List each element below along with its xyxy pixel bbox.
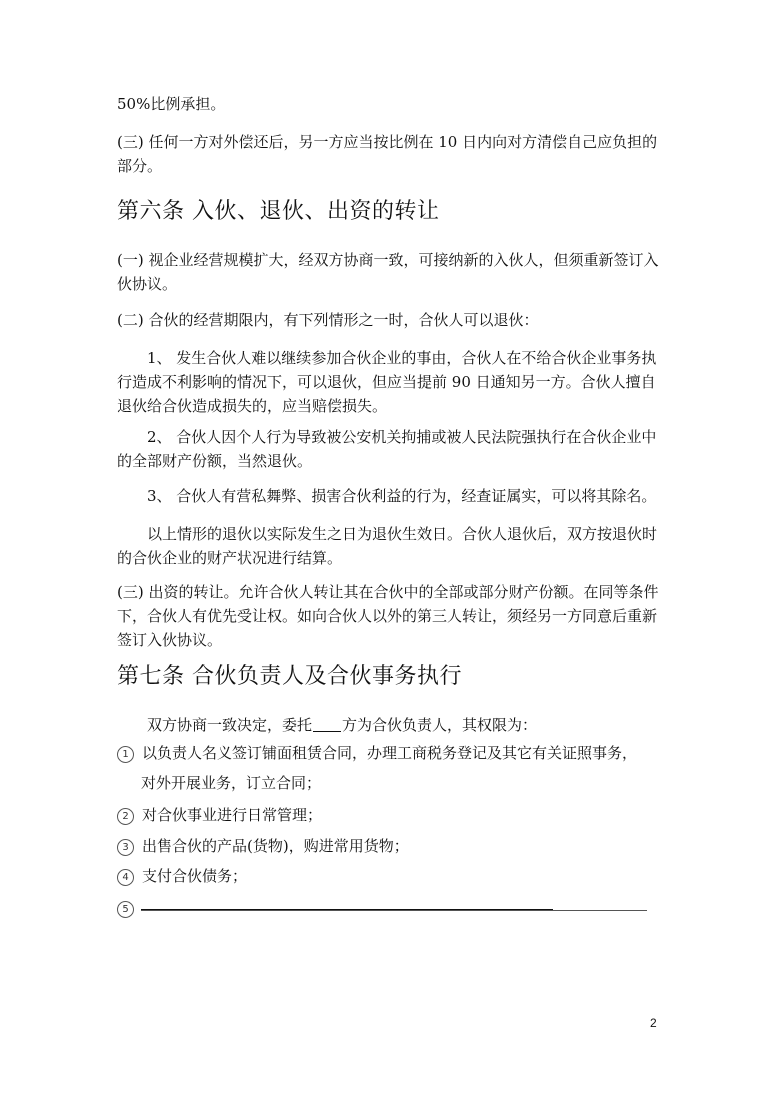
blank-fill-line	[141, 910, 647, 911]
paragraph-delegation	[147, 713, 662, 737]
paragraph-withdraw-conditions: (二) 合伙的经营期限内，有下列情形之一时，合伙人可以退伙：	[117, 311, 539, 329]
paragraph-settlement: 以上情形的退伙以实际发生之日为退伙生效日。合伙人退伙后，双方按退伙时的合伙企业的财产状况进行结算。	[117, 525, 658, 567]
blank-fill-line-bold	[141, 909, 553, 910]
list-text-4: 支付合伙债务；	[142, 867, 248, 885]
delegation-blank	[313, 717, 341, 732]
list-text-1b: 对外开展业务，订立合同；	[141, 774, 322, 792]
list-text-1: 以负责人名义签订铺面租赁合同，办理工商税务登记及其它有关证照事务，	[142, 744, 638, 762]
article-7-heading: 第七条 合伙负责人及合伙事务执行	[117, 664, 462, 689]
paragraph-new-partner: (一) 视企业经营规模扩大，经双方协商一致，可接纳新的入伙人，但须重新签订入伙协议。	[117, 251, 659, 293]
list-number-3: 3	[117, 839, 134, 856]
paragraph-condition-2: 2、 合伙人因个人行为导致被公安机关拘捕或被人民法院强执行在合伙企业中的全部财产份额，当然退伙。	[117, 428, 657, 470]
list-number-2: 2	[117, 808, 134, 825]
paragraph-transfer: (三) 出资的转让。允许合伙人转让其在合伙中的全部或部分财产份额。在同等条件下，合伙人有优先受让权。如向合伙人以外的第三人转让，须经另一方同意后重新签订入伙协议。	[117, 583, 659, 649]
list-item-1-continued	[141, 771, 686, 795]
delegation-text-b: 方为合伙负责人，其权限为：	[342, 716, 538, 734]
list-item-1	[117, 741, 662, 765]
paragraph-ratio: 50%比例承担。	[117, 95, 226, 113]
list-item-3	[117, 834, 662, 858]
list-text-3: 出售合伙的产品(货物)，购进常用货物；	[142, 837, 409, 855]
delegation-text-a: 双方协商一致决定，委托	[147, 716, 313, 734]
paragraph-repayment: (三) 任何一方对外偿还后，另一方应当按比例在 10 日内向对方清偿自己应负担的部分。	[117, 133, 658, 175]
list-item-4	[117, 864, 662, 888]
list-text-2: 对合伙事业进行日常管理；	[142, 806, 323, 824]
list-item-5	[117, 896, 662, 920]
paragraph-condition-3: 3、 合伙人有营私舞弊、损害合伙利益的行为，经查证属实，可以将其除名。	[147, 487, 657, 505]
list-number-1: 1	[117, 746, 134, 763]
list-number-4: 4	[117, 869, 134, 886]
list-item-2	[117, 803, 662, 827]
page-number: 2	[650, 1016, 657, 1030]
list-number-5: 5	[117, 901, 134, 918]
paragraph-condition-1: 1、 发生合伙人难以继续参加合伙企业的事由，合伙人在不给合伙企业事务执行造成不利影响的情况下，可以退伙，但应当提前 90 日通知另一方。合伙人擅自退伙给合伙造成损失的，应当赔偿损失。	[117, 349, 657, 415]
article-6-heading: 第六条 入伙、退伙、出资的转让	[117, 199, 440, 224]
